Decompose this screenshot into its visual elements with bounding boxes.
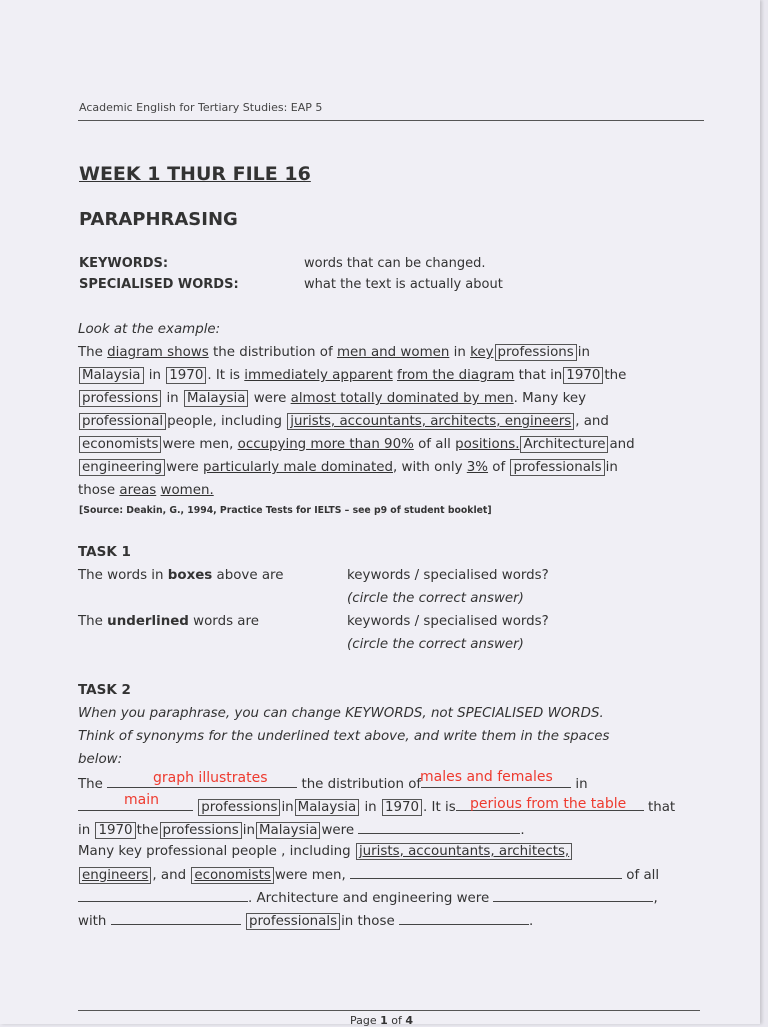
task1-hint-1: (circle the correct answer) xyxy=(347,591,524,606)
boxed-word: professions xyxy=(198,799,280,816)
word: the distribution of xyxy=(212,345,333,360)
total-pages: 4 xyxy=(405,1014,414,1027)
boxed-word: Malaysia xyxy=(79,367,144,384)
task1-answer-2: keywords / specialised words? xyxy=(347,614,549,629)
boxed-word: professionals xyxy=(510,459,604,476)
answer-blank-7[interactable] xyxy=(78,889,248,902)
underlined-phrase: almost totally dominated by men xyxy=(290,391,514,406)
text: The xyxy=(78,777,103,792)
text: with xyxy=(78,914,107,929)
answer-blank-8[interactable] xyxy=(493,889,653,902)
underlined-phrase: particularly male dominated xyxy=(203,460,393,475)
week-title: WEEK 1 THUR FILE 16 xyxy=(79,163,311,185)
underlined-phrase: occupying more than 90% xyxy=(237,437,414,452)
text: words are xyxy=(193,614,259,629)
example-line-6 xyxy=(78,460,618,475)
boxed-word: Malaysia xyxy=(184,390,249,407)
text: . Architecture and engineering were xyxy=(248,891,490,906)
boxed-word: 1970 xyxy=(382,799,422,816)
text: above are xyxy=(216,568,284,583)
boxed-word: engineers xyxy=(79,867,151,884)
underlined-phrase: women. xyxy=(160,483,214,498)
word: . Many key xyxy=(513,391,587,406)
text: the distribution of xyxy=(301,777,422,792)
word: in xyxy=(605,460,618,475)
boxed-word: professions xyxy=(495,344,577,361)
boxed-word: economists xyxy=(79,436,161,453)
word: The xyxy=(78,345,103,360)
section-title: PARAPHRASING xyxy=(79,209,238,230)
example-line-4 xyxy=(78,414,609,429)
task2-line-7 xyxy=(78,912,533,929)
task1-hint-2: (circle the correct answer) xyxy=(347,637,524,652)
word: were men, xyxy=(162,437,234,452)
text: in xyxy=(78,823,91,838)
specialised-definition: what the text is actually about xyxy=(304,277,503,292)
specialised-label: SPECIALISED WORDS: xyxy=(79,277,239,292)
underlined-phrase: diagram shows xyxy=(107,345,209,360)
text: that xyxy=(647,800,676,815)
example-line-5 xyxy=(78,437,635,452)
text: in those xyxy=(341,914,395,929)
word: of all xyxy=(418,437,451,452)
text: Many key professional people , including xyxy=(78,844,351,859)
task2-instruction-3: below: xyxy=(78,752,123,767)
keywords-definition: words that can be changed. xyxy=(304,256,486,271)
word: people, including xyxy=(167,414,283,429)
text: in xyxy=(242,823,255,838)
word: , with only xyxy=(393,460,463,475)
text: Page xyxy=(350,1014,377,1027)
underlined-phrase: positions. xyxy=(455,437,520,452)
bold-text: boxes xyxy=(167,568,213,583)
task2-line-6 xyxy=(78,889,658,906)
current-page: 1 xyxy=(380,1014,388,1027)
task1-heading: TASK 1 xyxy=(78,544,131,560)
word: in xyxy=(577,345,590,360)
text: in xyxy=(281,800,294,815)
keywords-label: KEYWORDS: xyxy=(79,256,169,271)
underlined-phrase: immediately apparent xyxy=(244,368,393,383)
word: were xyxy=(253,391,287,406)
boxed-word: economists xyxy=(191,867,273,884)
handwritten-answer: main xyxy=(124,792,159,808)
boxed-word: professions xyxy=(79,390,161,407)
boxed-word: Malaysia xyxy=(256,822,321,839)
word: the xyxy=(604,368,627,383)
text: were men, xyxy=(274,868,346,883)
example-line-3 xyxy=(78,391,586,406)
text: . xyxy=(528,914,534,929)
word: of xyxy=(492,460,506,475)
source-citation: [Source: Deakin, G., 1994, Practice Tests for IELTS – see p9 of student booklet] xyxy=(79,505,492,516)
text: The words in xyxy=(78,568,164,583)
task2-instruction-1: When you paraphrase, you can change KEYWORDS, not SPECIALISED WORDS. xyxy=(78,706,604,721)
word: and xyxy=(609,437,635,452)
answer-blank-6[interactable] xyxy=(350,866,622,879)
text: of xyxy=(391,1014,402,1027)
task2-line-4 xyxy=(78,844,573,859)
text: The xyxy=(78,614,103,629)
text: in xyxy=(364,800,377,815)
boxed-phrase: jurists, accountants, architects, engineers xyxy=(287,413,574,430)
bold-text: underlined xyxy=(107,614,189,629)
task1-row1 xyxy=(78,568,284,583)
boxed-word: professionals xyxy=(246,913,340,930)
word: . It is xyxy=(207,368,241,383)
text: , and xyxy=(152,868,187,883)
handwritten-answer: perious from the table xyxy=(470,796,627,812)
word: in xyxy=(148,368,161,383)
task2-heading: TASK 2 xyxy=(78,682,131,698)
handwritten-answer: graph illustrates xyxy=(153,770,268,786)
word: that in xyxy=(518,368,563,383)
word: , and xyxy=(575,414,609,429)
footer-rule xyxy=(78,1010,700,1011)
task1-row2 xyxy=(78,614,259,629)
example-line-2 xyxy=(78,368,626,383)
boxed-word: 1970 xyxy=(166,367,206,384)
word: in xyxy=(166,391,179,406)
task2-line-3 xyxy=(78,821,525,838)
underlined-phrase: key xyxy=(470,345,494,360)
boxed-phrase: jurists, accountants, architects, xyxy=(356,843,572,860)
example-line-1 xyxy=(78,345,590,360)
underlined-phrase: men and women xyxy=(336,345,450,360)
text: of all xyxy=(626,868,660,883)
answer-blank-5[interactable] xyxy=(358,821,520,834)
boxed-word: Malaysia xyxy=(295,799,360,816)
boxed-word: 1970 xyxy=(563,367,603,384)
text: , xyxy=(653,891,658,906)
word: those xyxy=(78,483,116,498)
text: the xyxy=(136,823,159,838)
boxed-word: 1970 xyxy=(95,822,135,839)
page-number xyxy=(350,1014,413,1027)
underlined-phrase: 3% xyxy=(466,460,489,475)
text: . xyxy=(520,823,525,838)
example-intro: Look at the example: xyxy=(78,322,221,337)
task2-instruction-2: Think of synonyms for the underlined text above, and write them in the spaces xyxy=(78,729,610,744)
underlined-phrase: areas xyxy=(119,483,157,498)
boxed-word: Architecture xyxy=(520,436,608,453)
answer-blank-10[interactable] xyxy=(399,912,529,925)
task2-line-5 xyxy=(78,866,659,883)
boxed-word: engineering xyxy=(79,459,165,476)
answer-blank-9[interactable] xyxy=(111,912,241,925)
text: in xyxy=(575,777,588,792)
handwritten-answer: males and females xyxy=(420,769,553,785)
task1-answer-1: keywords / specialised words? xyxy=(347,568,549,583)
underlined-phrase: from the diagram xyxy=(397,368,515,383)
word: were xyxy=(166,460,199,475)
boxed-word: professional xyxy=(79,413,166,430)
word: in xyxy=(453,345,466,360)
course-header: Academic English for Tertiary Studies: EAP 5 xyxy=(79,101,323,114)
text: were xyxy=(321,823,355,838)
boxed-word: professions xyxy=(160,822,242,839)
header-rule xyxy=(78,120,704,121)
example-line-7 xyxy=(78,483,214,498)
text: . It is xyxy=(423,800,456,815)
